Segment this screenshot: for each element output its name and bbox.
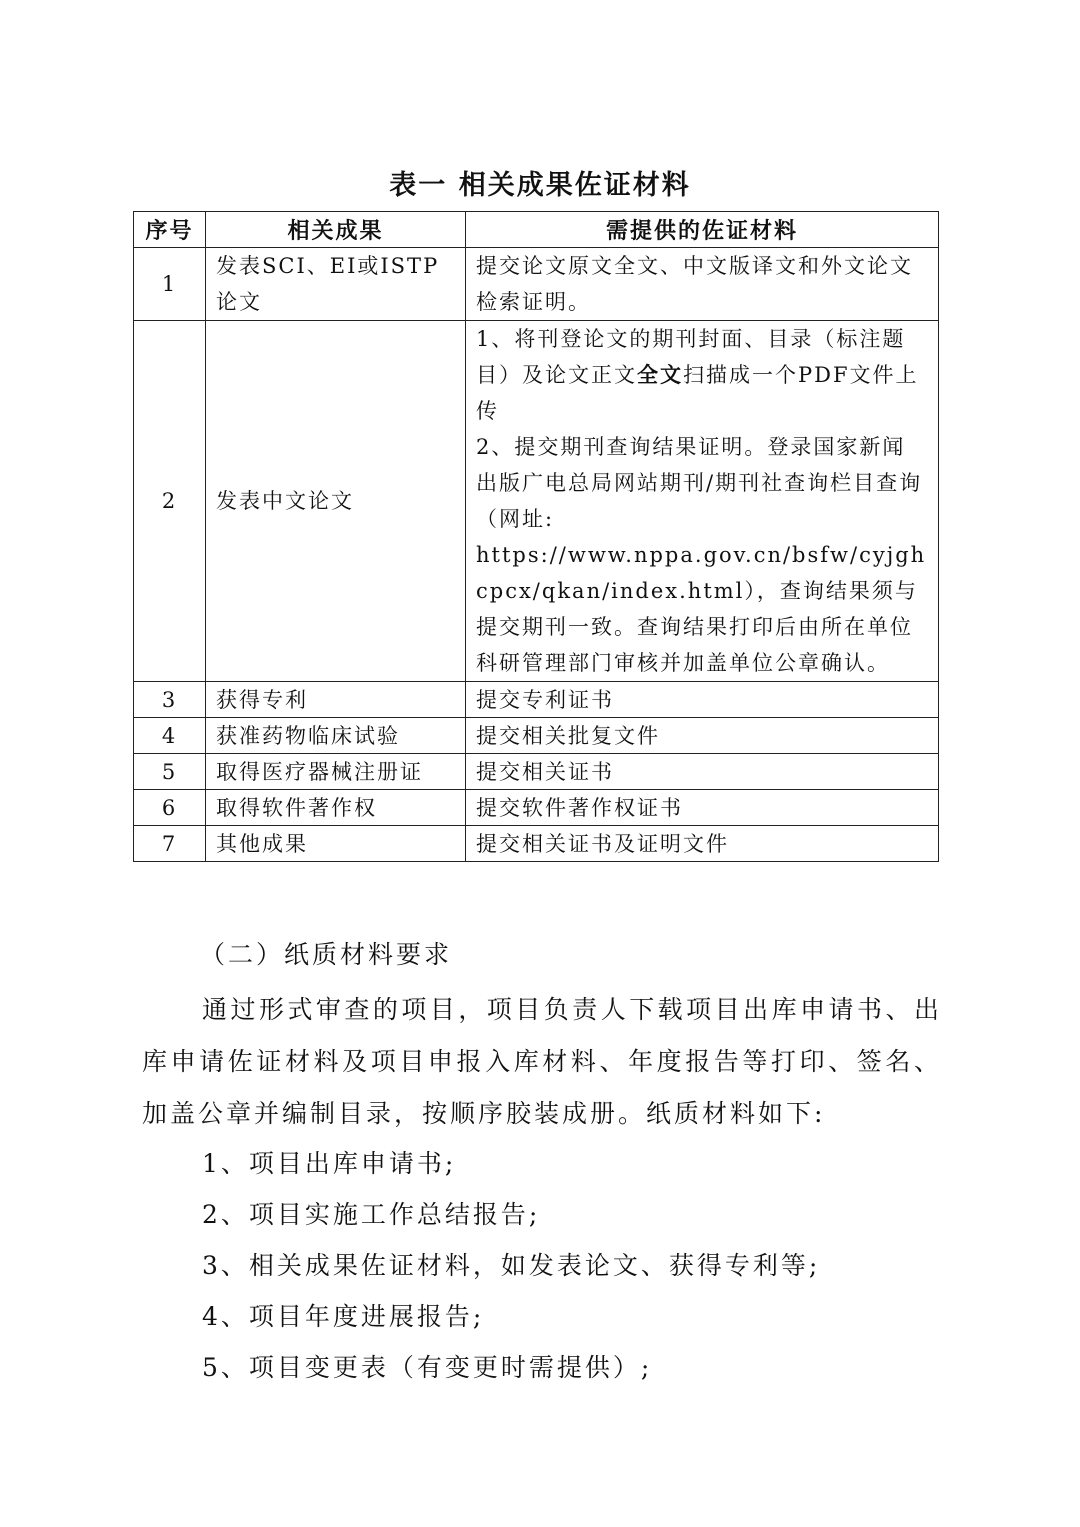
row-number: 1 xyxy=(134,248,206,321)
row-achievement: 获准药物临床试验 xyxy=(206,718,466,754)
row-achievement: 取得软件著作权 xyxy=(206,790,466,826)
row-achievement: 发表中文论文 xyxy=(206,321,466,682)
header-achievement: 相关成果 xyxy=(206,212,466,248)
materials-item-1-bold: 全文 xyxy=(637,362,683,387)
row-achievement: 获得专利 xyxy=(206,682,466,718)
materials-item-2-text: 2、提交期刊查询结果证明。登录国家新闻出版广电总局网站期刊/期刊社查询栏目查询（网址: xyxy=(476,435,923,531)
materials-url: https://www.nppa.gov.cn/bsfw/cyjghcpcx/qkan/index.html xyxy=(476,543,927,603)
body-paragraph: 通过形式审查的项目，项目负责人下载项目出库申请书、出库申请佐证材料及项目申报入库材料、年度报告等打印、签名、加盖公章并编制目录，按顺序胶装成册。纸质材料如下: xyxy=(142,995,942,1128)
header-materials: 需提供的佐证材料 xyxy=(466,212,939,248)
row-number: 4 xyxy=(134,718,206,754)
row-materials: 提交相关证书 xyxy=(466,754,939,790)
list-item: 3、相关成果佐证材料，如发表论文、获得专利等; xyxy=(202,1251,821,1280)
header-number: 序号 xyxy=(134,212,206,248)
row-materials xyxy=(466,321,939,682)
row-materials: 提交论文原文全文、中文版译文和外文论文检索证明。 xyxy=(466,248,939,321)
materials-item-2-text-end: ），查询结果须与提交期刊一致。查询结果打印后由所在单位科研管理部门审核并加盖单位公章确认。 xyxy=(476,579,918,675)
list-item: 5、项目变更表（有变更时需提供）; xyxy=(202,1353,653,1382)
list-item: 4、项目年度进展报告; xyxy=(202,1302,485,1331)
row-materials: 提交相关证书及证明文件 xyxy=(466,826,939,862)
row-number: 7 xyxy=(134,826,206,862)
table-row xyxy=(134,248,939,321)
paper-materials-list xyxy=(202,1138,820,1393)
row-achievement: 发表SCI、EI或ISTP论文 xyxy=(206,248,466,321)
materials-item-1-text-end: 扫描成一个PDF文件上传 xyxy=(476,363,919,423)
materials-item-1-text: 1、将刊登论文的期刊封面、目录（标注题目）及论文正文 xyxy=(476,327,906,387)
table-row xyxy=(134,321,939,682)
row-number: 5 xyxy=(134,754,206,790)
list-item: 1、项目出库申请书; xyxy=(202,1149,457,1178)
row-number: 3 xyxy=(134,682,206,718)
materials-table xyxy=(133,211,939,862)
table-header-row xyxy=(134,212,939,248)
row-number: 2 xyxy=(134,321,206,682)
table-title: 表一 相关成果佐证材料 xyxy=(389,170,691,201)
row-materials: 提交相关批复文件 xyxy=(466,718,939,754)
table-row xyxy=(134,790,939,826)
table-row xyxy=(134,754,939,790)
list-item: 2、项目实施工作总结报告; xyxy=(202,1200,541,1229)
table-row xyxy=(134,826,939,862)
row-number: 6 xyxy=(134,790,206,826)
section-heading: （二）纸质材料要求 xyxy=(200,940,453,969)
row-achievement: 其他成果 xyxy=(206,826,466,862)
row-materials: 提交软件著作权证书 xyxy=(466,790,939,826)
row-achievement: 取得医疗器械注册证 xyxy=(206,754,466,790)
table-row xyxy=(134,682,939,718)
table-row xyxy=(134,718,939,754)
row-materials: 提交专利证书 xyxy=(466,682,939,718)
